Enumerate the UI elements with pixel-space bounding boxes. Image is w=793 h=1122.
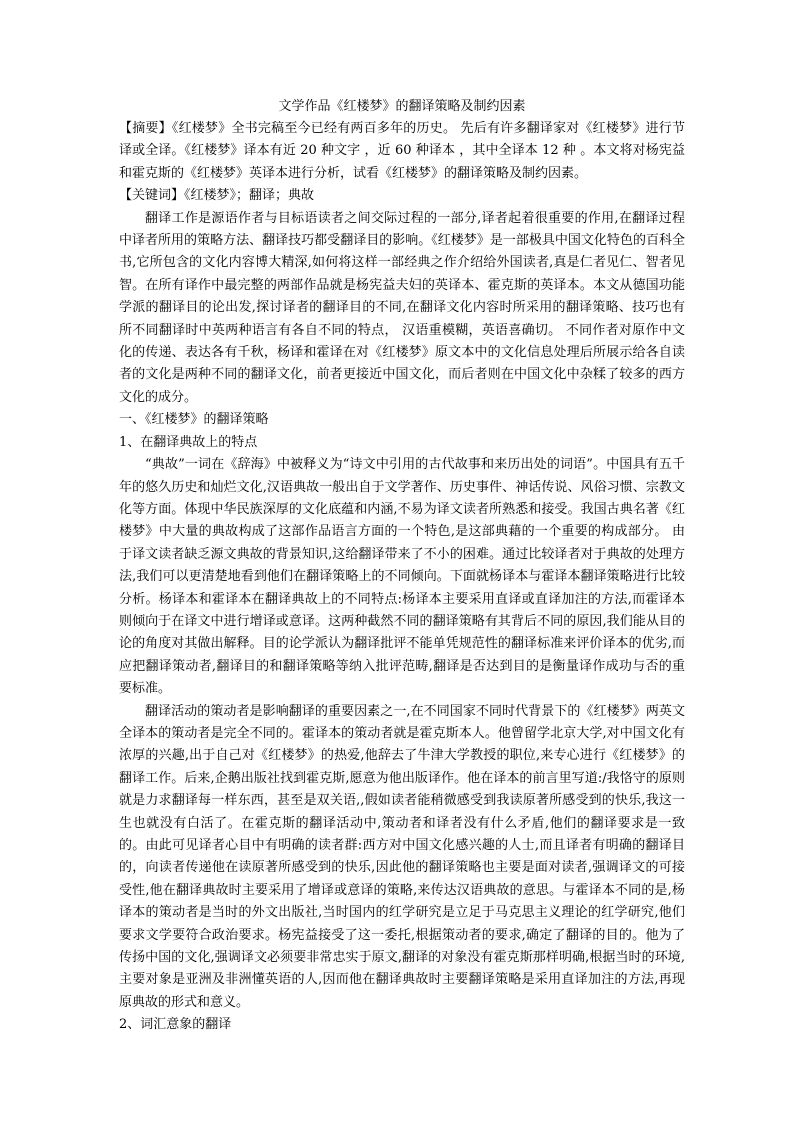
subsection-heading-1: 1、在翻译典故上的特点 [119,434,258,450]
allusion-paragraph: “典故”一词在《辞海》中被释义为“诗文中引用的古代故事和来历出处的词语”。中国具有五千年的悠久历史和灿烂文化,汉语典故一般出自于文学著作、历史事件、神话传说、风俗习惯、宗教文化等方面。体现中华民族深厚的文化底蕴和内涵,不易为译文读者所熟悉和接受。我国古典名著《红楼梦》中大量的典故构成了这部作品语言方面的一个特色,是这部典藉的一个重要的构成部分。 由于译文读者缺乏源文典故的背景知识,这给翻译带来了不小的困难。通过比较译者对于典故的处理方法,我们可以更清楚地看到他们在翻译策略上的不同倾向。下面就杨译本与霍译本翻译策略进行比较分析。杨译本和霍译本在翻译典故上的不同特点:杨译本主要采用直译或直译加注的方法,而霍译本则倾向于在译文中进行增译或意译。这两种截然不同的翻译策略有其背后不同的原因,我们能从目的论的角度对其做出解释。目的论学派认为翻译批评不能单凭规范性的翻译标准来评价译本的优劣,而应把翻译策动者,翻译目的和翻译策略等纳入批评范畴,翻译是否达到目的是衡量译作成功与否的重要标准。 [119,457,685,697]
intro-paragraph: 翻译工作是源语作者与目标语读者之间交际过程的一部分,译者起着很重要的作用,在翻译过程中译者所用的策略方法、翻译技巧都受翻译目的影响。《红楼梦》是一部极具中国文化特色的百科全书,它所包含的文化内容博大精深,如何将这样一部经典之作介绍给外国读者,真是仁者见仁、智者见智。在所有译作中最完整的两部作品就是杨宪益夫妇的英译本、霍克斯的英译本。本文从德国功能学派的翻译目的论出发,探讨译者的翻译目的不同,在翻译文化内容时所采用的翻译策略、技巧也有所不同翻译时中英两种语言有各自不同的特点， 汉语重模糊，英语喜确切。 不同作者对原作中文化的传递、表达各有千秋，杨译和霍译在对《红楼梦》原文本中的文化信息处理后所展示给各自读者的文化是两种不同的翻译文化，前者更接近中国文化，而后者则在中国文化中杂糅了较多的西方文化的成分。 [119,210,685,405]
subsection-heading-2: 2、词汇意象的翻译 [119,1017,232,1033]
initiator-paragraph: 翻译活动的策动者是影响翻译的重要因素之一,在不同国家不同时代背景下的《红楼梦》两英文全译本的策动者是完全不同的。霍译本的策动者就是霍克斯本人。他曾留学北京大学,对中国文化有浓厚的兴趣,出于自己对《红楼梦》的热爱,他辞去了牛津大学教授的职位,来专心进行《红楼梦》的翻译工作。后来,企鹅出版社找到霍克斯,愿意为他出版译作。他在译本的前言里写道:/我恪守的原则就是力求翻译每一样东西，甚至是双关语,,假如读者能稍微感受到我读原著所感受到的快乐,我这一生也就没有白活了。在霍克斯的翻译活动中,策动者和译者没有什么矛盾,他们的翻译要求是一致的。由此可见译者心目中有明确的读者群:西方对中国文化感兴趣的人士,而且译者有明确的翻译目的，向读者传递他在读原著所感受到的快乐,因此他的翻译策略也主要是面对读者,强调译文的可接受性,他在翻译典故时主要采用了增译或意译的策略,来传达汉语典故的意思。与霍译本不同的是,杨译本的策动者是当时的外文出版社,当时国内的红学研究是立足于马克思主义理论的红学研究,他们要求文学要符合政治要求。杨宪益接受了这一委托,根据策动者的要求,确定了翻译的目的。他为了传扬中国的文化,强调译文必须要非常忠实于原文,翻译的对象没有霍克斯那样明确,根据当时的环境,主要对象是亚洲及非洲懂英语的人,因而他在翻译典故时主要翻译策略是采用直译加注的方法,再现原典故的形式和意义。 [119,703,685,1010]
document-title: 文学作品《红楼梦》的翻译策略及制约因素 [278,99,526,114]
document-page [119,96,685,1037]
abstract-paragraph: 【摘要】《红楼梦》全书完稿至今已经有两百多年的历史。 先后有许多翻译家对《红楼梦》进行节译或全译。《红楼梦》译本有近 20 种文字 ，近 60 种译本 ，其中全译本 12 种 。本文将对杨宪益和霍克斯的《红楼梦》英译本进行分析，试看《红楼梦》的翻译策略及制约因素。 [119,121,685,181]
section-heading-1: 一、《红楼梦》的翻译策略 [119,412,269,428]
keywords-line: 【关键词】《红楼梦》；翻译；典故 [119,188,315,204]
